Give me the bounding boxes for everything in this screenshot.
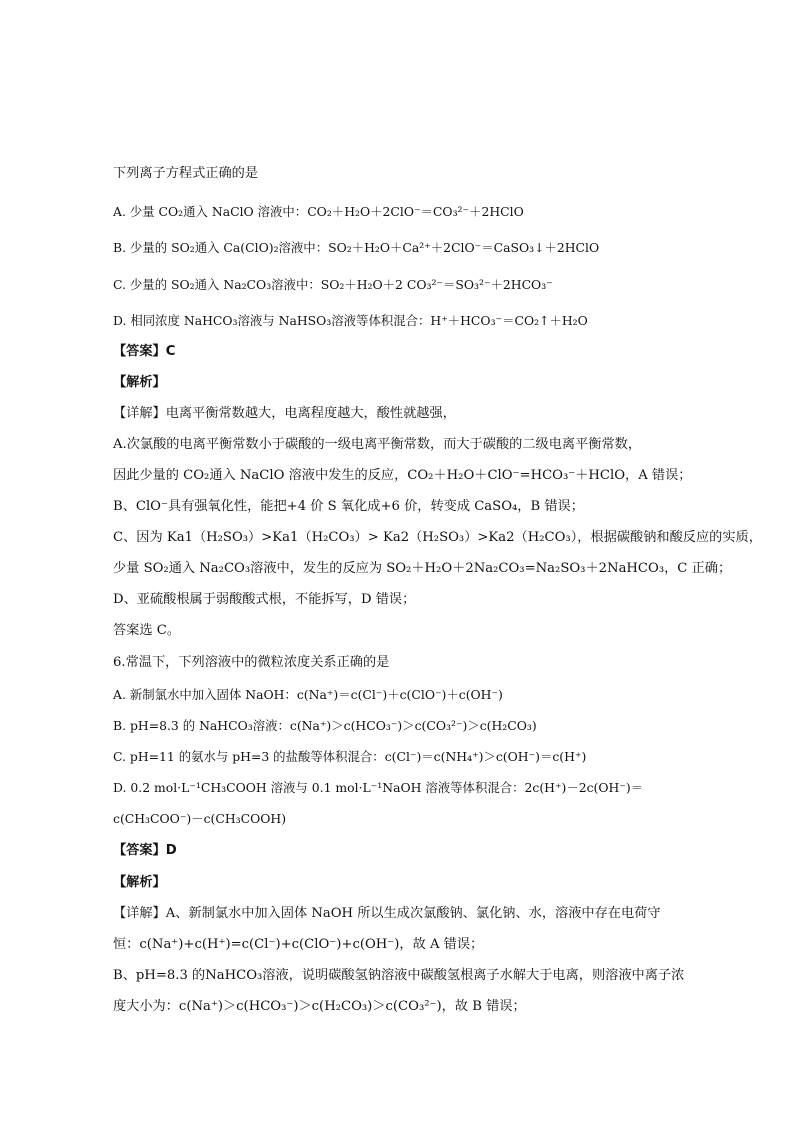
detail-line: C、因为 Ka1（H₂SO₃）>Ka1（H₂CO₃）> Ka2（H₂SO₃）>Ka2（H₂CO₃），根据碳酸钠和酸反应的实质， xyxy=(113,530,762,545)
question-stem: 下列离子方程式正确的是 xyxy=(113,166,259,181)
detail-line: 【详解】A、新制氯水中加入固体 NaOH 所以生成次氯酸钠、氯化钠、水，溶液中存在电荷守 xyxy=(113,906,661,921)
option-d: D. 相同浓度 NaHCO₃溶液与 NaHSO₃溶液等体积混合：H⁺＋HCO₃⁻＝CO₂↑＋H₂O xyxy=(113,313,588,328)
detail-line: 恒：c(Na⁺)+c(H⁺)=c(Cl⁻)+c(ClO⁻)+c(OH⁻)，故 A 错误； xyxy=(113,937,484,952)
detail-line: 答案选 C。 xyxy=(113,623,181,638)
detail-line: B、pH=8.3 的NaHCO₃溶液，说明碳酸氢钠溶液中碳酸氢根离子水解大于电离，则溶液中离子浓 xyxy=(113,968,685,983)
answer-label: 【答案】C xyxy=(113,344,176,359)
detail-line: B、ClO⁻具有强氧化性，能把+4 价 S 氧化成+6 价，转变成 CaSO₄，B 错误； xyxy=(113,499,584,514)
detail-line: A.次氯酸的电离平衡常数小于碳酸的一级电离平衡常数，而大于碳酸的二级电离平衡常数， xyxy=(113,437,642,452)
analysis-label: 【解析】 xyxy=(113,375,166,390)
option-a: A. 少量 CO₂通入 NaClO 溶液中：CO₂＋H₂O＋2ClO⁻＝CO₃²⁻＋2HClO xyxy=(113,204,524,219)
answer-label: 【答案】D xyxy=(113,843,177,858)
detail-line: 度大小为：c(Na⁺)＞c(HCO₃⁻)＞c(H₂CO₃)＞c(CO₃²⁻)，故 B 错误； xyxy=(113,999,526,1014)
option-d-continued: c(CH₃COO⁻)－c(CH₃COOH) xyxy=(113,811,287,826)
option-c: C. pH=11 的氨水与 pH=3 的盐酸等体积混合：c(Cl⁻)＝c(NH₄⁺)＞c(OH⁻)＝c(H⁺) xyxy=(113,749,587,764)
question-stem: 6.常温下，下列溶液中的微粒浓度关系正确的是 xyxy=(113,655,390,670)
option-b: B. 少量的 SO₂通入 Ca(ClO)₂溶液中：SO₂＋H₂O＋Ca²⁺＋2ClO⁻＝CaSO₃↓＋2HClO xyxy=(113,240,600,255)
detail-line: 因此少量的 CO₂通入 NaClO 溶液中发生的反应，CO₂＋H₂O＋ClO⁻=HCO₃⁻＋HClO，A 错误； xyxy=(113,468,692,483)
option-c: C. 少量的 SO₂通入 Na₂CO₃溶液中：SO₂＋H₂O＋2 CO₃²⁻＝SO₃²⁻＋2HCO₃⁻ xyxy=(113,277,553,292)
detail-line: 少量 SO₂通入 Na₂CO₃溶液中，发生的反应为 SO₂＋H₂O＋2Na₂CO₃=Na₂SO₃＋2NaHCO₃，C 正确； xyxy=(113,561,732,576)
detail-line: 【详解】电离平衡常数越大，电离程度越大，酸性就越强， xyxy=(113,406,456,421)
analysis-label: 【解析】 xyxy=(113,875,166,890)
option-d: D. 0.2 mol·L⁻¹CH₃COOH 溶液与 0.1 mol·L⁻¹NaOH 溶液等体积混合：2c(H⁺)－2c(OH⁻)＝ xyxy=(113,780,644,795)
option-a: A. 新制氯水中加入固体 NaOH：c(Na⁺)＝c(Cl⁻)＋c(ClO⁻)＋c(OH⁻) xyxy=(113,687,503,702)
option-b: B. pH=8.3 的 NaHCO₃溶液：c(Na⁺)＞c(HCO₃⁻)＞c(CO₃²⁻)＞c(H₂CO₃) xyxy=(113,718,537,733)
detail-line: D、亚硫酸根属于弱酸酸式根，不能拆写，D 错误； xyxy=(113,592,416,607)
